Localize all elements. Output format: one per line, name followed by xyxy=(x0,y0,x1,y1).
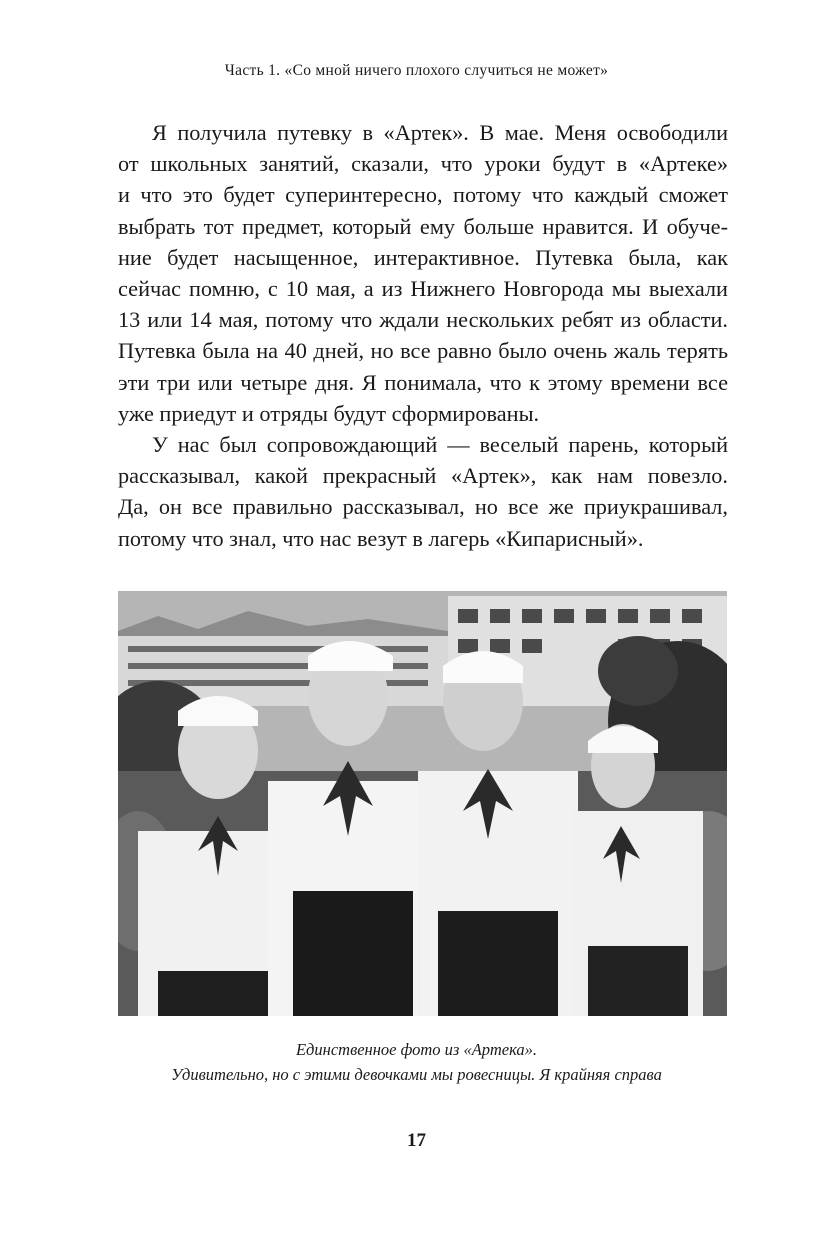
text-line: 13 или 14 мая, потому что ждали нескольких ребят из области. xyxy=(118,307,728,333)
paragraph-2 xyxy=(118,429,728,554)
text-line: выбрать тот предмет, который ему больше нравится. И обуче- xyxy=(118,213,728,239)
text-line: рассказывал, какой прекрасный «Артек», как нам повезло. xyxy=(118,463,728,489)
text-line: Да, он все правильно рассказывал, но все же приукрашивал, xyxy=(118,494,728,520)
photo-caption xyxy=(0,1037,833,1087)
text-line: ние будет насыщенное, интерактивное. Путевка была, как xyxy=(118,244,728,270)
photo-icon xyxy=(118,591,727,1016)
text-line: потому что знал, что нас везут в лагерь «Кипарисный». xyxy=(118,525,644,551)
paragraph-1 xyxy=(118,117,728,429)
text-line: от школьных занятий, сказали, что уроки будут в «Артеке» xyxy=(118,151,728,177)
text-line: и что это будет суперинтересно, потому что каждый сможет xyxy=(118,182,728,208)
caption-line: Единственное фото из «Артека». xyxy=(295,1040,538,1059)
text-line: уже приедут и отряды будут сформированы. xyxy=(118,400,540,426)
caption-line: Удивительно, но с этими девочками мы ровесницы. Я крайняя справа xyxy=(171,1065,662,1084)
text-line: У нас был сопровождающий — веселый парень, который xyxy=(152,432,728,458)
pioneer-girls-photo xyxy=(118,591,727,1016)
text-line: сейчас помню, с 10 мая, а из Нижнего Новгорода мы выехали xyxy=(118,276,728,302)
text-line: Я получила путевку в «Артек». В мае. Меня освободили xyxy=(152,120,728,145)
running-head: Часть 1. «Со мной ничего плохого случиться не может» xyxy=(224,62,609,79)
text-line: эти три или четыре дня. Я понимала, что к этому времени все xyxy=(118,369,728,395)
text-line: Путевка была на 40 дней, но все равно было очень жаль терять xyxy=(118,338,728,364)
body-text xyxy=(118,117,728,554)
page-number: 17 xyxy=(407,1130,426,1151)
